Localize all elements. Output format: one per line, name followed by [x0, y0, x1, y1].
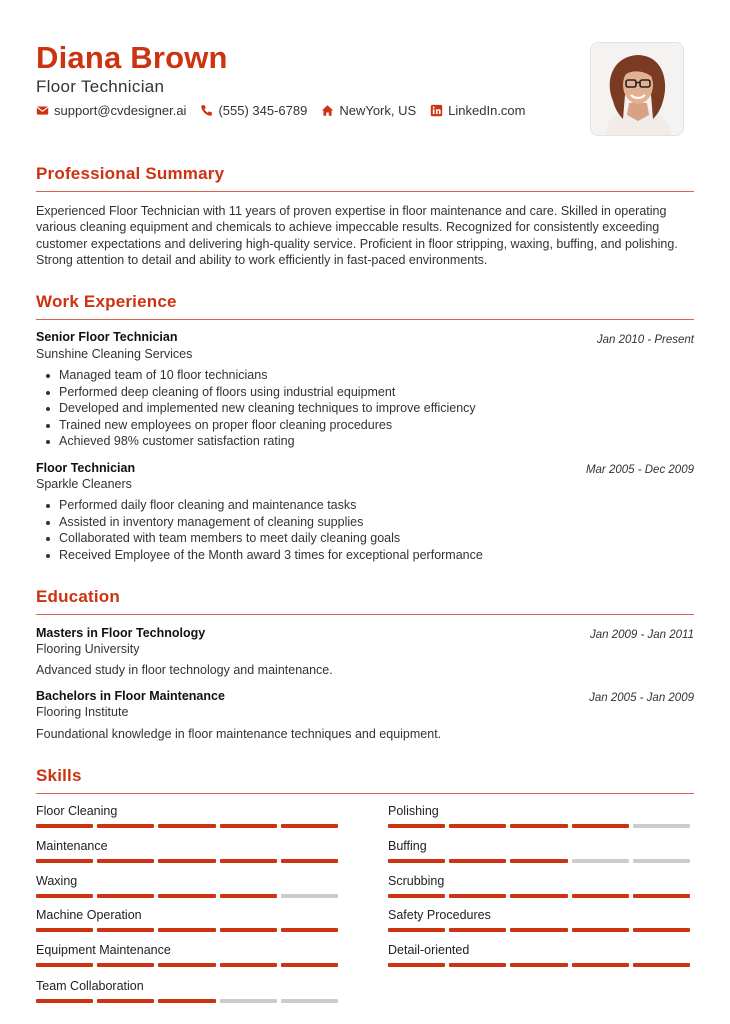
summary-divider — [36, 191, 694, 192]
skill-level-segment — [97, 859, 154, 863]
skill-level-segment — [510, 928, 567, 932]
skill-level-segment — [220, 963, 277, 967]
skill-name: Team Collaboration — [36, 979, 144, 993]
skill-level-segment — [449, 859, 506, 863]
education-heading: Education — [36, 587, 120, 606]
skill-level-segment — [633, 894, 690, 898]
skill-level-segment — [36, 963, 93, 967]
list-item: Assisted in inventory management of cleaning supplies — [44, 514, 483, 531]
phone-icon — [200, 104, 213, 117]
skill-level-segment — [572, 894, 629, 898]
contact-location — [321, 103, 416, 118]
skill-name: Equipment Maintenance — [36, 943, 171, 957]
experience-heading: Work Experience — [36, 292, 177, 311]
skill-level-segment — [388, 928, 445, 932]
skill-level-bar — [36, 894, 342, 898]
edu-1-degree: Masters in Floor Technology — [36, 626, 206, 640]
job-2-dates: Mar 2005 - Dec 2009 — [585, 464, 694, 476]
skill-level-segment — [572, 859, 629, 863]
list-item: Collaborated with team members to meet daily cleaning goals — [44, 530, 483, 547]
summary-text: Experienced Floor Technician with 11 years of proven expertise in floor maintenance and care. Skilled in operating various cleaning equipment and chemicals to achieve impeccable results. Recognized for consistently exceeding customer expectations and delivering high-quality service. Proficient in floor stripping, waxing, buffing, and polishing. Strong attention to detail and ability to work efficiently in fast-paced environments. — [36, 204, 678, 268]
skill-level-bar — [36, 859, 342, 863]
edu-2-description: Foundational knowledge in floor maintenance techniques and equipment. — [36, 727, 442, 741]
skill-level-segment — [220, 859, 277, 863]
experience-divider — [36, 319, 694, 320]
job-2-title: Floor Technician — [36, 461, 136, 475]
skill-level-segment — [449, 824, 506, 828]
skill-level-bar — [388, 928, 694, 932]
skill-name: Detail-oriented — [388, 943, 470, 957]
list-item: Received Employee of the Month award 3 times for exceptional performance — [44, 547, 483, 564]
contact-email[interactable] — [36, 103, 186, 118]
linkedin-icon — [430, 104, 443, 117]
skills-divider — [36, 793, 694, 794]
contact-linkedin[interactable] — [430, 103, 525, 118]
skill-level-segment — [158, 894, 215, 898]
skills-heading: Skills — [36, 766, 82, 785]
skill-level-segment — [633, 928, 690, 932]
list-item: Performed deep cleaning of floors using industrial equipment — [44, 384, 476, 401]
skill-level-segment — [281, 999, 338, 1003]
skill-level-bar — [388, 894, 694, 898]
skill-level-segment — [158, 999, 215, 1003]
skill-level-segment — [97, 928, 154, 932]
skill-level-segment — [281, 824, 338, 828]
skill-level-segment — [97, 963, 154, 967]
education-divider — [36, 614, 694, 615]
skill-level-segment — [388, 894, 445, 898]
profile-photo — [590, 42, 684, 136]
skill-level-segment — [510, 824, 567, 828]
skill-name: Buffing — [388, 839, 427, 853]
skill-level-bar — [36, 824, 342, 828]
summary-heading: Professional Summary — [36, 164, 225, 183]
skill-level-segment — [388, 859, 445, 863]
skill-level-segment — [220, 894, 277, 898]
edu-2-school: Flooring Institute — [36, 705, 129, 719]
job-2-bullets — [44, 497, 483, 563]
edu-1-description: Advanced study in floor technology and maintenance. — [36, 663, 333, 677]
skill-level-segment — [220, 999, 277, 1003]
list-item: Developed and implemented new cleaning techniques to improve efficiency — [44, 400, 476, 417]
skill-name: Scrubbing — [388, 874, 445, 888]
skill-level-bar — [36, 999, 342, 1003]
job-1-dates: Jan 2010 - Present — [596, 334, 694, 346]
skill-name: Maintenance — [36, 839, 108, 853]
job-2-company: Sparkle Cleaners — [36, 477, 132, 491]
skill-level-segment — [572, 824, 629, 828]
skill-name: Machine Operation — [36, 908, 142, 922]
skill-level-segment — [510, 894, 567, 898]
list-item: Trained new employees on proper floor cleaning procedures — [44, 417, 476, 434]
skill-level-segment — [510, 963, 567, 967]
skill-level-bar — [388, 824, 694, 828]
edu-1-dates: Jan 2009 - Jan 2011 — [589, 629, 694, 641]
job-1-title: Senior Floor Technician — [36, 330, 178, 344]
skill-level-segment — [36, 999, 93, 1003]
list-item: Managed team of 10 floor technicians — [44, 367, 476, 384]
skill-level-segment — [97, 894, 154, 898]
skill-level-segment — [281, 928, 338, 932]
contact-location-text: NewYork, US — [339, 103, 417, 118]
home-icon — [321, 104, 334, 117]
skill-level-segment — [281, 894, 338, 898]
job-1-bullets — [44, 367, 476, 450]
skill-name: Waxing — [36, 874, 78, 888]
skill-level-segment — [220, 928, 277, 932]
skill-level-segment — [36, 928, 93, 932]
skill-level-segment — [36, 824, 93, 828]
skill-level-segment — [158, 963, 215, 967]
edu-2-degree: Bachelors in Floor Maintenance — [36, 689, 225, 703]
contact-phone[interactable] — [200, 103, 307, 118]
contact-email-text: support@cvdesigner.ai — [54, 103, 187, 118]
contact-row — [36, 103, 540, 118]
skill-level-bar — [36, 928, 342, 932]
avatar — [591, 43, 684, 136]
skill-level-bar — [36, 963, 342, 967]
skill-level-segment — [158, 859, 215, 863]
list-item: Achieved 98% customer satisfaction rating — [44, 433, 476, 450]
skill-level-segment — [220, 824, 277, 828]
skill-name: Safety Procedures — [388, 908, 491, 922]
list-item: Performed daily floor cleaning and maintenance tasks — [44, 497, 483, 514]
skill-level-segment — [281, 859, 338, 863]
skill-level-segment — [158, 824, 215, 828]
edu-1-school: Flooring University — [36, 642, 140, 656]
skill-level-segment — [36, 894, 93, 898]
skill-level-segment — [633, 824, 690, 828]
skill-level-segment — [449, 894, 506, 898]
contact-phone-text: (555) 345-6789 — [218, 103, 308, 118]
skill-level-segment — [36, 859, 93, 863]
skill-level-segment — [572, 963, 629, 967]
skill-level-segment — [510, 859, 567, 863]
skill-name: Polishing — [388, 804, 439, 818]
skill-level-segment — [97, 999, 154, 1003]
skill-level-bar — [388, 859, 694, 863]
edu-2-dates: Jan 2005 - Jan 2009 — [589, 692, 694, 704]
contact-linkedin-text: LinkedIn.com — [448, 103, 526, 118]
skill-level-segment — [388, 824, 445, 828]
skill-level-segment — [158, 928, 215, 932]
skill-level-segment — [633, 859, 690, 863]
job-title-header: Floor Technician — [36, 77, 165, 96]
skill-level-segment — [449, 963, 506, 967]
candidate-name: Diana Brown — [36, 40, 228, 75]
skill-level-bar — [388, 963, 694, 967]
skill-level-segment — [97, 824, 154, 828]
skill-level-segment — [572, 928, 629, 932]
skill-level-segment — [449, 928, 506, 932]
skill-level-segment — [633, 963, 690, 967]
envelope-icon — [36, 104, 49, 117]
skill-level-segment — [388, 963, 445, 967]
skill-name: Floor Cleaning — [36, 804, 118, 818]
skill-level-segment — [281, 963, 338, 967]
job-1-company: Sunshine Cleaning Services — [36, 347, 193, 361]
